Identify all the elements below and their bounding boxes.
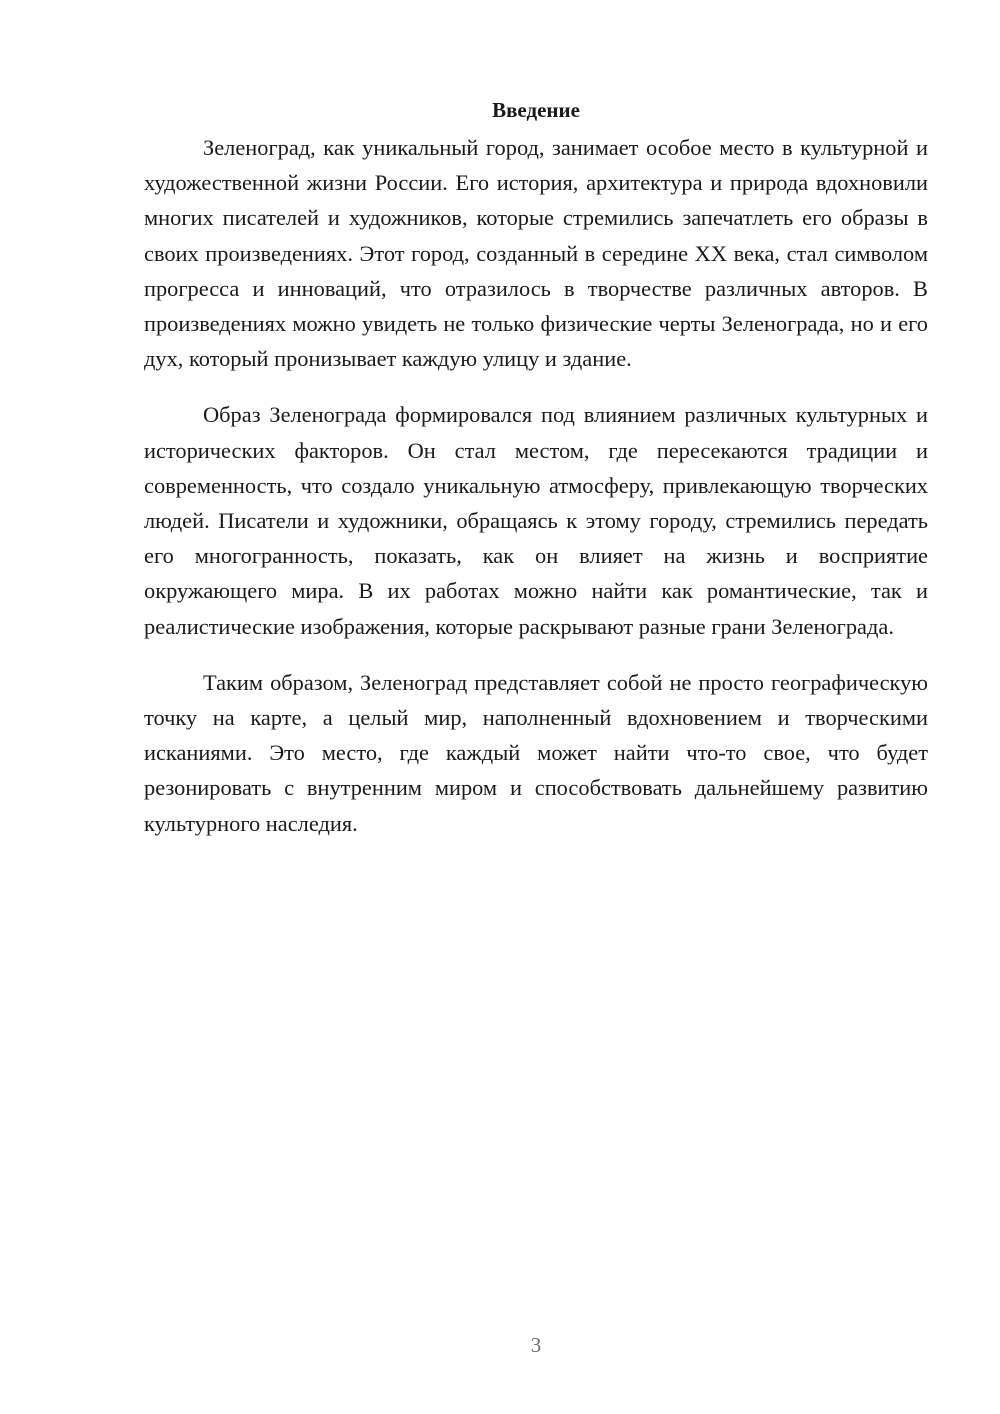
page-content (144, 92, 928, 862)
paragraph-2: Образ Зеленограда формировался под влиянием различных культурных и исторических факторов. Он стал местом, где пересекаются традиции и современность, что создало уникальную атмосферу, привлекающую творческих людей. Писатели и художники, обращаясь к этому городу, стремились передать его многогранность, показать, как он влияет на жизнь и восприятие окружающего мира. В их работах можно найти как романтические, так и реалистические изображения, которые раскрывают разные грани Зеленограда. (144, 402, 928, 639)
paragraph-3: Таким образом, Зеленоград представляет собой не просто географическую точку на карте, а целый мир, наполненный вдохновением и творческими исканиями. Это место, где каждый может найти что-то свое, что будет резонировать с внутренним миром и способствовать дальнейшему развитию культурного наследия. (144, 669, 928, 836)
page-number: 3 (530, 1333, 542, 1357)
paragraph-1: Зеленоград, как уникальный город, занимает особое место в культурной и художественной жизни России. Его история, архитектура и природа вдохновили многих писателей и художников, которые стремились запечатлеть его образы в своих произведениях. Этот город, созданный в середине XX века, стал символом прогресса и инноваций, что отразилось в творчестве различных авторов. В произведениях можно увидеть не только физические черты Зеленограда, но и его дух, который пронизывает каждую улицу и здание. (144, 135, 928, 372)
section-heading: Введение (492, 98, 580, 122)
